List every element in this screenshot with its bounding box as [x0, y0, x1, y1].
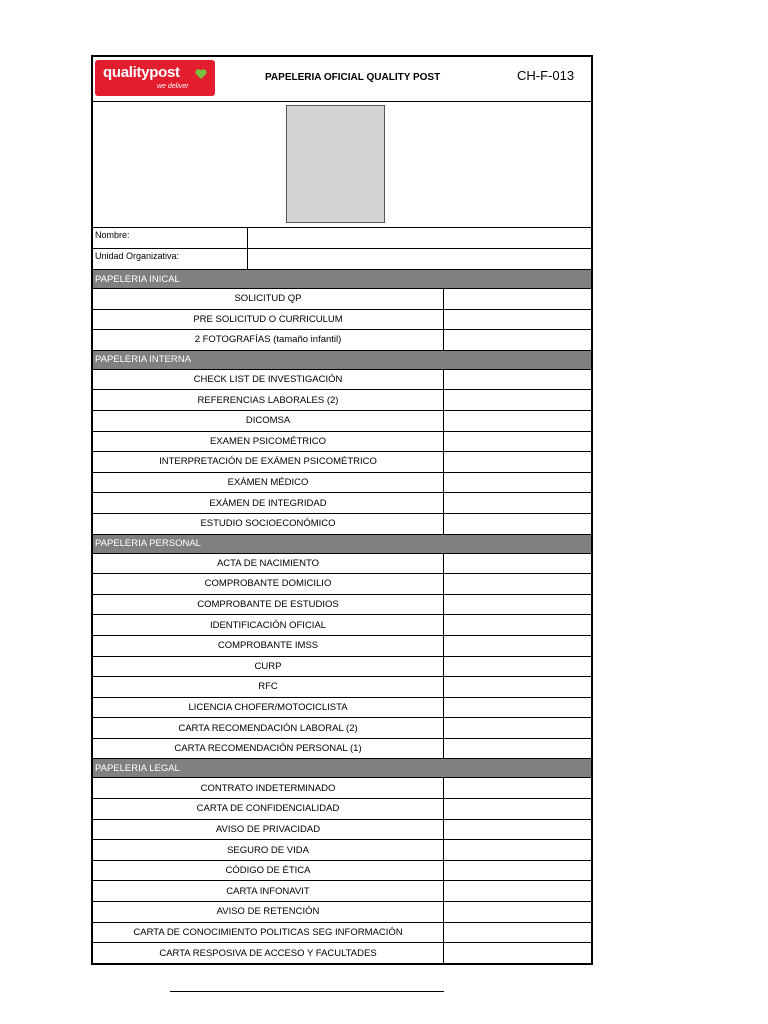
checklist-row: [93, 739, 591, 760]
checklist-row: [93, 595, 591, 616]
quality-post-logo: [95, 60, 215, 96]
checklist-item-label: ESTUDIO SOCIOECONÓMICO: [93, 514, 444, 534]
checklist-row: [93, 330, 591, 351]
name-label: Nombre:: [93, 228, 248, 248]
checklist-item-label: AVISO DE PRIVACIDAD: [93, 820, 444, 840]
checklist-check-cell[interactable]: [444, 861, 591, 881]
checklist-check-cell[interactable]: [444, 452, 591, 472]
checklist-item-label: RFC: [93, 677, 444, 697]
checklist-check-cell[interactable]: [444, 595, 591, 615]
checklist-row: [93, 677, 591, 698]
document-sheet: [91, 55, 593, 965]
photo-area: [93, 102, 591, 228]
checklist-row: [93, 452, 591, 473]
checklist-item-label: CARTA RECOMENDACIÓN LABORAL (2): [93, 718, 444, 738]
checklist-item-label: CARTA RECOMENDACIÓN PERSONAL (1): [93, 739, 444, 759]
checklist-check-cell[interactable]: [444, 799, 591, 819]
checklist-item-label: SEGURO DE VIDA: [93, 840, 444, 860]
checklist-item-label: CÓDIGO DE ÉTICA: [93, 861, 444, 881]
checklist-row: [93, 615, 591, 636]
checklist-check-cell[interactable]: [444, 923, 591, 943]
checklist-row: [93, 820, 591, 841]
checklist-check-cell[interactable]: [444, 840, 591, 860]
name-value[interactable]: [248, 228, 591, 248]
checklist-item-label: EXAMEN PSICOMÉTRICO: [93, 432, 444, 452]
checklist-check-cell[interactable]: [444, 370, 591, 390]
checklist-row: [93, 574, 591, 595]
checklist-row: [93, 778, 591, 799]
checklist-row: [93, 902, 591, 923]
checklist-check-cell[interactable]: [444, 881, 591, 901]
checklist-row: [93, 493, 591, 514]
checklist-item-label: AVISO DE RETENCIÓN: [93, 902, 444, 922]
checklist-check-cell[interactable]: [444, 411, 591, 431]
checklist-item-label: CARTA RESPOSIVA DE ACCESO Y FACULTADES: [93, 943, 444, 963]
checklist-row: [93, 310, 591, 331]
checklist-row: [93, 432, 591, 453]
checklist-item-label: CHECK LIST DE INVESTIGACIÓN: [93, 370, 444, 390]
logo-text: qualitypost: [103, 64, 180, 81]
checklist-item-label: 2 FOTOGRAFÍAS (tamaño infantil): [93, 330, 444, 350]
checklist-row: [93, 861, 591, 882]
checklist-row: [93, 799, 591, 820]
checklist-check-cell[interactable]: [444, 902, 591, 922]
document-code: CH-F-013: [517, 68, 575, 83]
checklist-row: [93, 370, 591, 391]
unit-value[interactable]: [248, 249, 591, 269]
checklist-row: [93, 411, 591, 432]
checklist-item-label: CONTRATO INDETERMINADO: [93, 778, 444, 798]
checklist-row: [93, 514, 591, 535]
checklist-item-label: COMPROBANTE DOMICILIO: [93, 574, 444, 594]
checklist-row: [93, 923, 591, 944]
checklist-row: [93, 554, 591, 575]
checklist-item-label: EXÁMEN MÉDICO: [93, 473, 444, 493]
checklist-check-cell[interactable]: [444, 778, 591, 798]
checklist-check-cell[interactable]: [444, 698, 591, 718]
checklist-item-label: SOLICITUD QP: [93, 289, 444, 309]
checklist-check-cell[interactable]: [444, 657, 591, 677]
checklist-row: [93, 698, 591, 719]
checklist-row: [93, 718, 591, 739]
name-field-row: [93, 228, 591, 249]
checklist-check-cell[interactable]: [444, 574, 591, 594]
checklist-item-label: REFERENCIAS LABORALES (2): [93, 390, 444, 410]
section-header: PAPELERIA INTERNA: [93, 351, 591, 370]
checklist-row: [93, 289, 591, 310]
checklist-check-cell[interactable]: [444, 432, 591, 452]
checklist-check-cell[interactable]: [444, 636, 591, 656]
header: [93, 57, 591, 102]
checklist-check-cell[interactable]: [444, 473, 591, 493]
checklist-item-label: CURP: [93, 657, 444, 677]
checklist-item-label: CARTA DE CONFIDENCIALIDAD: [93, 799, 444, 819]
checklist-check-cell[interactable]: [444, 289, 591, 309]
checklist-item-label: COMPROBANTE DE ESTUDIOS: [93, 595, 444, 615]
checklist-check-cell[interactable]: [444, 390, 591, 410]
checklist-item-label: ACTA DE NACIMIENTO: [93, 554, 444, 574]
checklist-item-label: CARTA DE CONOCIMIENTO POLITICAS SEG INFORMACIÓN: [93, 923, 444, 943]
checklist-item-label: INTERPRETACIÓN DE EXÁMEN PSICOMÉTRICO: [93, 452, 444, 472]
section-header: PAPELERIA INICAL: [93, 270, 591, 289]
checklist-sections: [93, 270, 591, 963]
checklist-check-cell[interactable]: [444, 820, 591, 840]
checklist-check-cell[interactable]: [444, 615, 591, 635]
checklist-item-label: EXÁMEN DE INTEGRIDAD: [93, 493, 444, 513]
unit-label: Unidad Organizativa:: [93, 249, 248, 269]
checklist-check-cell[interactable]: [444, 514, 591, 534]
checklist-item-label: IDENTIFICACIÓN OFICIAL: [93, 615, 444, 635]
checklist-check-cell[interactable]: [444, 718, 591, 738]
heart-icon: [195, 68, 207, 80]
section-header: PAPELERIA PERSONAL: [93, 535, 591, 554]
checklist-check-cell[interactable]: [444, 554, 591, 574]
checklist-row: [93, 390, 591, 411]
photo-placeholder: [286, 105, 385, 223]
checklist-row: [93, 881, 591, 902]
checklist-item-label: DICOMSA: [93, 411, 444, 431]
checklist-check-cell[interactable]: [444, 310, 591, 330]
checklist-item-label: LICENCIA CHOFER/MOTOCICLISTA: [93, 698, 444, 718]
checklist-item-label: COMPROBANTE IMSS: [93, 636, 444, 656]
checklist-check-cell[interactable]: [444, 330, 591, 350]
checklist-check-cell[interactable]: [444, 493, 591, 513]
unit-field-row: [93, 249, 591, 270]
checklist-row: [93, 636, 591, 657]
checklist-check-cell[interactable]: [444, 677, 591, 697]
logo-tagline: we deliver: [157, 83, 189, 90]
checklist-item-label: PRE SOLICITUD O CURRICULUM: [93, 310, 444, 330]
checklist-row: [93, 840, 591, 861]
checklist-row: [93, 473, 591, 494]
document-title: PAPELERIA OFICIAL QUALITY POST: [265, 72, 441, 83]
checklist-item-label: CARTA INFONAVIT: [93, 881, 444, 901]
checklist-check-cell[interactable]: [444, 943, 591, 963]
checklist-row: [93, 943, 591, 963]
checklist-check-cell[interactable]: [444, 739, 591, 759]
section-header: PAPELERIA LEGAL: [93, 759, 591, 778]
checklist-row: [93, 657, 591, 678]
signature-line: [170, 991, 444, 992]
